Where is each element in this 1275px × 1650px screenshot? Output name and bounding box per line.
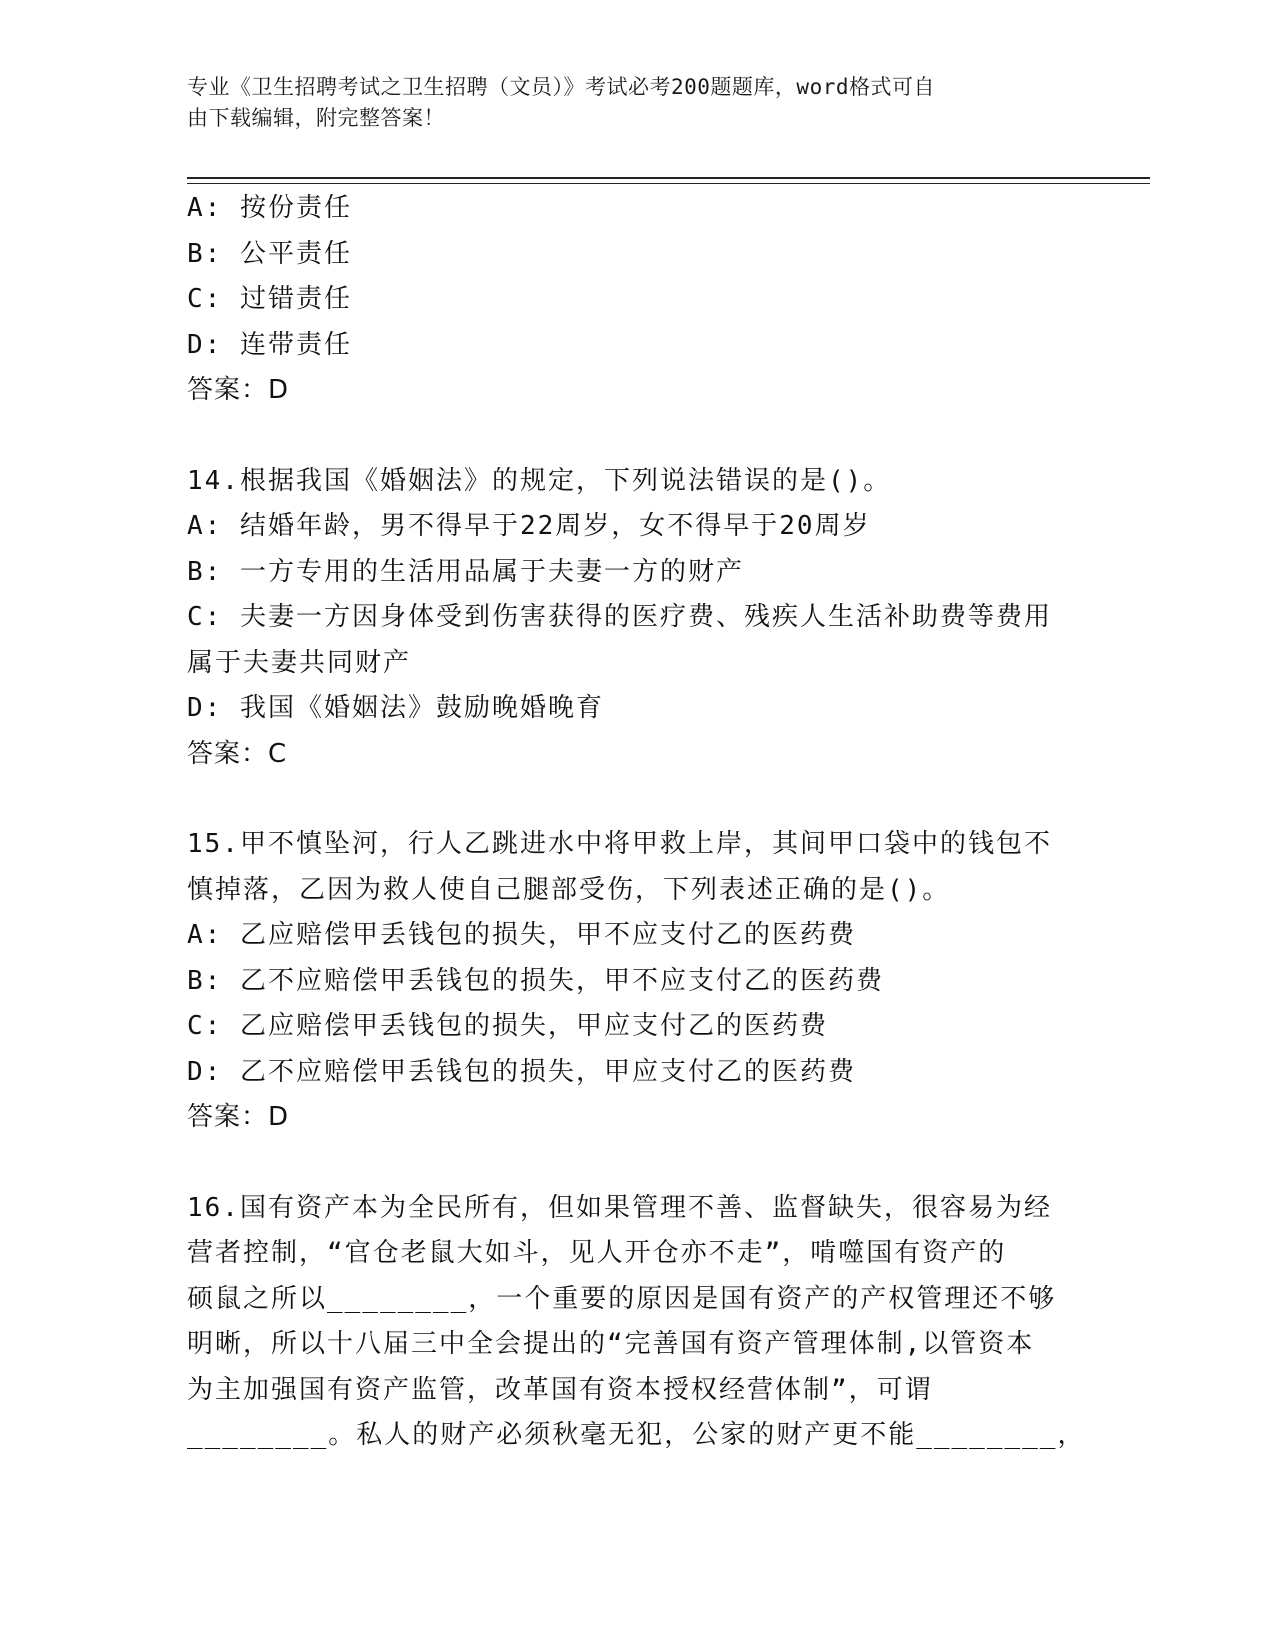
question-stem: 14.根据我国《婚姻法》的规定，下列说法错误的是()。 [187, 465, 892, 496]
spacer [187, 1141, 1077, 1186]
option-d: D: 乙不应赔偿甲丢钱包的损失，甲应支付乙的医药费 [187, 1056, 856, 1087]
header-divider-thin [187, 183, 1150, 184]
question-16-block [187, 1186, 1086, 1459]
question-13-block [187, 186, 1077, 414]
option-b: B: 一方专用的生活用品属于夫妻一方的财产 [187, 556, 744, 587]
option-a: A: 结婚年龄，男不得早于22周岁，女不得早于20周岁 [187, 511, 871, 541]
header-line-2: 由下载编辑，附完整答案！ [187, 106, 445, 130]
option-c: C: 乙应赔偿甲丢钱包的损失，甲应支付乙的医药费 [187, 1011, 828, 1041]
answer-line: 答案：C [187, 738, 288, 769]
question-content [187, 186, 1086, 1459]
question-15-block [187, 822, 1077, 1141]
spacer [187, 414, 1077, 459]
question-stem-line-6: ________。私人的财产必须秋毫无犯，公家的财产更不能________， [187, 1420, 1086, 1450]
header-divider-thick [187, 177, 1150, 179]
answer-line: 答案：D [187, 1102, 290, 1132]
option-d: D: 连带责任 [187, 329, 352, 360]
option-a: A: 乙应赔偿甲丢钱包的损失，甲不应支付乙的医药费 [187, 920, 856, 950]
option-c-continued: 属于夫妻共同财产 [187, 647, 412, 678]
question-stem-line-5: 为主加强国有资产监管，改革国有资本授权经营体制”，可谓 [187, 1374, 933, 1405]
question-stem-line-1: 16.国有资产本为全民所有，但如果管理不善、监督缺失，很容易为经 [187, 1192, 1052, 1223]
option-a: A: 按份责任 [187, 193, 352, 223]
option-d: D: 我国《婚姻法》鼓励晚婚晚育 [187, 693, 604, 723]
option-c: C: 过错责任 [187, 284, 352, 314]
option-c: C: 夫妻一方因身体受到伤害获得的医疗费、残疾人生活补助费等费用 [187, 602, 1052, 632]
question-stem-line-2: 营者控制，“官仓老鼠大如斗，见人开仓亦不走”，啃噬国有资产的 [187, 1238, 1007, 1268]
question-stem-line-2: 慎掉落，乙因为救人使自己腿部受伤，下列表述正确的是()。 [187, 874, 951, 905]
answer-line: 答案：D [187, 375, 290, 405]
spacer [187, 777, 1077, 822]
question-stem-line-4: 明晰，所以十八届三中全会提出的“完善国有资产管理体制,以管资本 [187, 1329, 1035, 1359]
question-14-block [187, 459, 1077, 778]
document-header [187, 72, 1067, 134]
question-stem-line-3: 硕鼠之所以________，一个重要的原因是国有资产的产权管理还不够 [187, 1283, 1057, 1314]
option-b: B: 公平责任 [187, 238, 352, 269]
option-b: B: 乙不应赔偿甲丢钱包的损失，甲不应支付乙的医药费 [187, 965, 884, 996]
header-line-1: 专业《卫生招聘考试之卫生招聘（文员）》考试必考200题题库，word格式可自 [187, 75, 935, 99]
question-stem-line-1: 15.甲不慎坠河，行人乙跳进水中将甲救上岸，其间甲口袋中的钱包不 [187, 829, 1052, 859]
